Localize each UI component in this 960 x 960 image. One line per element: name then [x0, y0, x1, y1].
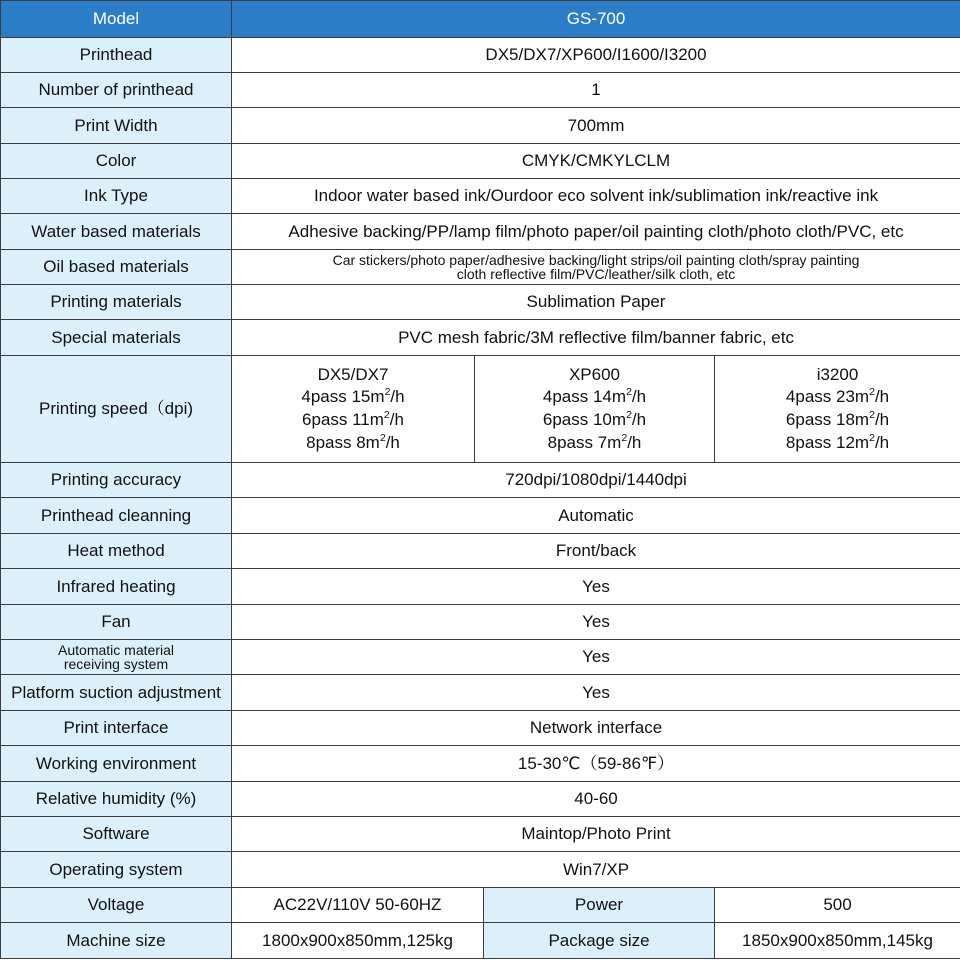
number-of-printhead-label: Number of printhead [1, 73, 232, 108]
platform-suction-value: Yes [232, 675, 960, 711]
fan-label: Fan [1, 605, 232, 640]
row-print-width [1, 108, 960, 144]
speed-line: 8pass $8m^2/h$ [306, 431, 400, 452]
speed-line: 6pass $18m^2/h$ [785, 409, 890, 429]
color-label: Color [1, 144, 232, 179]
model-value: GS-700 [232, 1, 960, 38]
speed-line: 4pass $23m^2/h$ [785, 386, 890, 407]
printhead-label: Printhead [1, 38, 232, 73]
row-number-of-printhead [1, 73, 960, 108]
power-value: 500 [715, 888, 960, 923]
voltage-value: AC22V/110V 50-60HZ [232, 888, 484, 923]
row-platform-suction [1, 675, 960, 711]
row-operating-system [1, 852, 960, 888]
row-heat-method [1, 534, 960, 569]
row-printhead [1, 38, 960, 73]
speed-col-head: i3200 [816, 364, 859, 384]
speed-line: 8pass $7m^2/h$ [547, 431, 642, 452]
fan-value: Yes [232, 605, 960, 640]
row-printhead-cleaning [1, 498, 960, 534]
row-water-based-materials [1, 214, 960, 250]
infrared-heating-label: Infrared heating [1, 569, 232, 605]
operating-system-value: Win7/XP [232, 852, 960, 888]
special-materials-label: Special materials [1, 320, 232, 356]
row-software [1, 817, 960, 852]
row-print-interface [1, 711, 960, 746]
row-automatic-material-receiving [1, 640, 960, 675]
oil-based-materials-label: Oil based materials [1, 250, 232, 285]
number-of-printhead-value: 1 [232, 73, 960, 108]
machine-size-value: 1800x900x850mm,125kg [232, 923, 484, 959]
infrared-heating-value: Yes [232, 569, 960, 605]
working-environment-label: Working environment [1, 746, 232, 782]
print-interface-label: Print interface [1, 711, 232, 746]
printhead-value: DX5/DX7/XP600/I1600/I3200 [232, 38, 960, 73]
water-based-materials-label: Water based materials [1, 214, 232, 250]
water-based-materials-value: Adhesive backing/PP/lamp film/photo paper/oil painting cloth/photo cloth/PVC, etc [232, 214, 960, 250]
automatic-material-receiving-label-line-1: Automatic material [58, 642, 174, 658]
software-value: Maintop/Photo Print [232, 817, 960, 852]
printing-materials-label: Printing materials [1, 285, 232, 320]
row-sizes [1, 923, 960, 959]
automatic-material-receiving-value: Yes [232, 640, 960, 675]
machine-size-label: Machine size [1, 923, 232, 959]
relative-humidity-value: 40-60 [232, 782, 960, 817]
ink-type-label: Ink Type [1, 179, 232, 214]
printing-accuracy-value: 720dpi/1080dpi/1440dpi [232, 463, 960, 498]
row-relative-humidity [1, 782, 960, 817]
heat-method-label: Heat method [1, 534, 232, 569]
printing-materials-value: Sublimation Paper [232, 285, 960, 320]
row-voltage-power [1, 888, 960, 923]
print-width-label: Print Width [1, 108, 232, 144]
printing-accuracy-label: Printing accuracy [1, 463, 232, 498]
row-infrared-heating [1, 569, 960, 605]
row-printing-speed [1, 356, 960, 463]
row-fan [1, 605, 960, 640]
voltage-label: Voltage [1, 888, 232, 923]
speed-col-dx5 [232, 356, 475, 463]
row-printing-materials [1, 285, 960, 320]
speed-col-xp600 [475, 356, 715, 463]
speed-col-head: XP600 [568, 364, 621, 384]
row-model [1, 1, 960, 38]
speed-line: 8pass $12m^2/h$ [785, 431, 890, 452]
ink-type-value: Indoor water based ink/Ourdoor eco solvent ink/sublimation ink/reactive ink [232, 179, 960, 214]
package-size-value: 1850x900x850mm,145kg [715, 923, 960, 959]
speed-col-i3200 [715, 356, 960, 463]
power-label: Power [484, 888, 715, 923]
model-label: Model [1, 1, 232, 38]
print-interface-value: Network interface [232, 711, 960, 746]
row-color [1, 144, 960, 179]
heat-method-value: Front/back [232, 534, 960, 569]
speed-line: 6pass $10m^2/h$ [542, 409, 647, 429]
software-label: Software [1, 817, 232, 852]
row-ink-type [1, 179, 960, 214]
printhead-cleaning-label: Printhead cleanning [1, 498, 232, 534]
printing-speed-label: Printing speed（dpi) [1, 356, 232, 463]
row-oil-based-materials [1, 250, 960, 285]
package-size-label: Package size [484, 923, 715, 959]
working-environment-value: 15-30℃（59-86℉） [232, 746, 960, 782]
relative-humidity-label: Relative humidity (%) [1, 782, 232, 817]
special-materials-value: PVC mesh fabric/3M reflective film/banner fabric, etc [232, 320, 960, 356]
speed-col-head: DX5/DX7 [317, 364, 389, 384]
oil-based-materials-line-1: Car stickers/photo paper/adhesive backing/light strips/oil painting cloth/spray painting [332, 252, 860, 268]
color-value: CMYK/CMKYLCLM [232, 144, 960, 179]
speed-line: 4pass $15m^2/h$ [301, 386, 405, 407]
speed-line: 6pass $11m^2/h$ [302, 409, 404, 429]
row-working-environment [1, 746, 960, 782]
row-printing-accuracy [1, 463, 960, 498]
printhead-cleaning-value: Automatic [232, 498, 960, 534]
print-width-value: 700mm [232, 108, 960, 144]
oil-based-materials-line-2: cloth reflective film/PVC/leather/silk cloth, etc [456, 266, 736, 282]
automatic-material-receiving-label [1, 640, 232, 675]
row-special-materials [1, 320, 960, 356]
automatic-material-receiving-label-line-2: receiving system [63, 656, 169, 672]
platform-suction-label: Platform suction adjustment [1, 675, 232, 711]
operating-system-label: Operating system [1, 852, 232, 888]
speed-line: 4pass $14m^2/h$ [542, 386, 647, 407]
oil-based-materials-value [232, 250, 960, 285]
